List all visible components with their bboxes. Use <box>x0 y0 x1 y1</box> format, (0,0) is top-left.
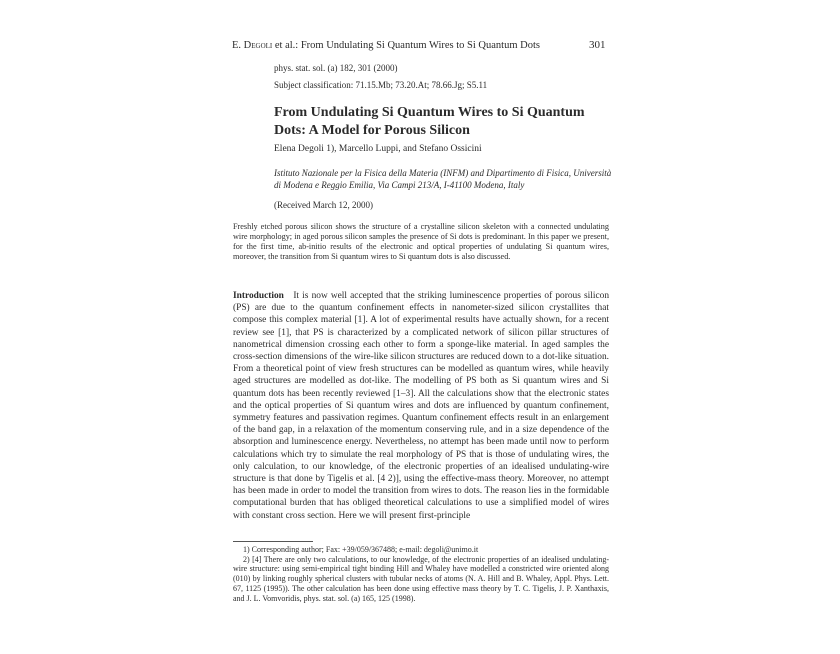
paper-title: From Undulating Si Quantum Wires to Si Quantum Dots: A Model for Porous Silicon <box>274 105 585 138</box>
received-date: (Received March 12, 2000) <box>274 200 373 210</box>
footnote-rule <box>233 541 313 542</box>
footnote-2: 2) [4] There are only two calculations, to our knowledge, of the electronic properties of an idealised undulating-wire structure: using semi-empirical tight binding Hill and Whaley have modelled a constricted wire oriented along (010) by linking roughly spherical clusters with tubular necks of atoms (N. A. Hill and B. Whaley, Appl. Phys. Lett. 67, 1125 (1995)). The other calculation has been done using effective mass theory by T. C. Tigelis, J. P. Xanthaxis, and J. L. Vomvoridis, phys. stat. sol. (a) 165, 125 (1998). <box>233 554 609 603</box>
page-number: 301 <box>589 39 606 51</box>
introduction-section <box>233 290 609 522</box>
running-head-initial: E. D <box>232 40 252 51</box>
running-head-title: et al.: From Undulating Si Quantum Wires to Si Quantum Dots <box>272 40 540 51</box>
author-list: Elena Degoli 1), Marcello Luppi, and Stefano Ossicini <box>274 144 482 154</box>
footnotes <box>233 545 609 603</box>
journal-citation: phys. stat. sol. (a) 182, 301 (2000) <box>274 63 398 73</box>
running-head <box>232 40 540 51</box>
introduction-text: It is now well accepted that the striking luminescence properties of porous silicon (PS) are due to the quantum confinement effects in nanometer-sized silicon crystallites that compose this complex material [1]. A lot of experimental results have actually shown, for a recent review see [1], that PS is characterized by a complicated network of silicon pillar structures of nanometrical dimension crossing each other to form a sponge-like material. In aged samples the cross-section dimensions of the wire-like silicon structures are reduced down to a dot-like situation. From a theoretical point of view fresh structures can be modelled as quantum wires, while heavily aged structures are modelled as dot-like. The modelling of PS both as Si quantum wires and Si quantum dots has been recently reviewed [1–3]. All the calculations show that the electronic states and the optical properties of Si quantum wires and dots are influenced by quantum confinement, symmetry features and passivation regimes. Quantum confinement effects result in an enlargement of the band gap, in a relaxation of the momentum conserving rule, and in a size dependence of the absorption and luminescence energy. Nevertheless, no attempt has been made until now to perform calculations which try to simulate the real morphology of PS that is those of undulating wires, the only calculation, to our knowledge, of the electronic properties of an idealised undulating-wire structure is that done by Tigelis et al. [4 2)], using the effective-mass theory. Moreover, no attempt has been made in order to model the transition from wires to dots. The reason lies in the formidable computational burden that has obliged theoretical calculations to use a simplified model of wires with constant cross section. Here we will present first-principle <box>233 291 610 521</box>
subject-classification: Subject classification: 71.15.Mb; 73.20.At; 78.66.Jg; S5.11 <box>274 80 488 90</box>
affiliation: Istituto Nazionale per la Fisica della Materia (INFM) and Dipartimento di Fisica, Università di Modena e Reggio Emilia, Via Campi 213/A, I-41100 Modena, Italy <box>274 168 612 190</box>
introduction-heading: Introduction <box>233 291 284 301</box>
running-head-smallcaps: egoli <box>251 40 273 51</box>
footnote-1: 1) Corresponding author; Fax: +39/059/367488; e-mail: degoli@unimo.it <box>243 545 479 554</box>
abstract: Freshly etched porous silicon shows the structure of a crystalline silicon skeleton with a connected undulating wire morphology; in aged porous silicon samples the presence of Si dots is predominant. In this paper we present, for the first time, ab-initio results of the electronic and optical properties of undulating Si quantum wires, moreover, the transition from Si quantum wires to Si quantum dots is also discussed. <box>233 222 609 261</box>
